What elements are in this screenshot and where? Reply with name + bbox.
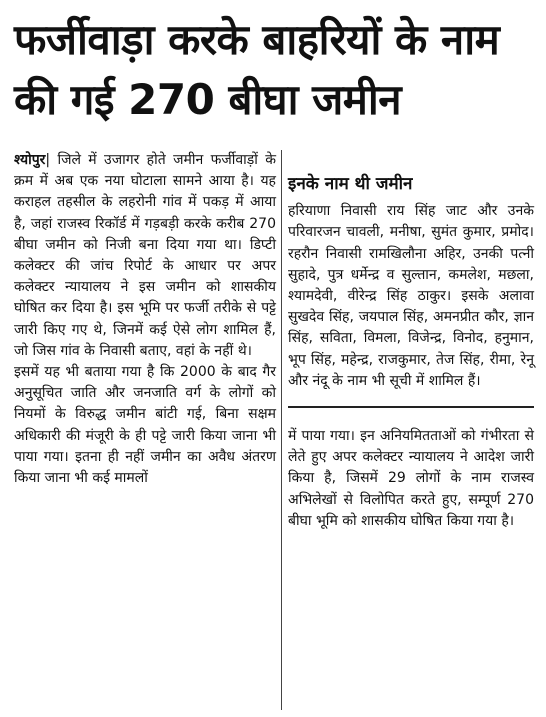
sidebar-title: इनके नाम थी जमीन: [288, 174, 413, 194]
sidebar-rule: [288, 406, 534, 408]
sidebar-body: हरियाणा निवासी राय सिंह जाट और उनके परिवारजन चावली, मनीषा, सुमंत कुमार, प्रमोद। रहरौन निवासी रामखिलौना अहिर, उनकी पत्नी सुहादे, पुत्र धर्मेन्द्र व सुल्तान, कमलेश, मछला, श्यामदेवी, वीरेन्द्र सिंह ठाकुर। इसके अलावा सुखदेव सिंह, जयपाल सिंह, अमनप्रीत कौर, ज्ञान सिंह, सविता, विमला, विजेन्द्र, विनोद, हनुमान, भूप सिंह, महेन्द्र, राजकुमार, तेज सिंह, रीमा, रेनू और नंदू के नाम भी सूची में शामिल हैं।: [288, 203, 534, 389]
dateline: श्योपुर: [14, 152, 46, 168]
headline: फर्जीवाड़ा करके बाहरियों के नाम की गई 270 बीघा जमीन: [14, 15, 500, 124]
article-paragraph-1: श्योपुर| जिले में उजागर होते जमीन फर्जीवाड़ों के क्रम में अब एक नया घोटाला सामने आया है। यह कराहल तहसील के लहरोनी गांव में पकड़ में आया है, जहां राजस्व रिकॉर्ड में गड़बड़ी करके करीब 270 बीघा जमीन को निजी बना दिया गया था। डिप्टी कलेक्टर की जांच रिपोर्ट के आधार पर अपर कलेक्टर न्यायालय ने इस जमीन को शासकीय घोषित कर दिया है। इस भूमि पर फर्जी तरीके से पट्टे जारी किए गए थे, जिनमें कई ऐसे लोग शामिल हैं, जो जिस गांव के निवासी बताए, वहां के नहीं थे।: [14, 152, 277, 359]
article-continuation: में पाया गया। इन अनियमितताओं को गंभीरता से लेते हुए अपर कलेक्टर न्यायालय ने आदेश जारी किया है, जिसमें 29 लोगों के नाम राजस्व अभिलेखों से विलोपित करते हुए, सम्पूर्ण 270 बीघा भूमि को शासकीय घोषित किया गया है।: [288, 428, 534, 529]
column-divider: [281, 150, 282, 710]
article-paragraph-2: इसमें यह भी बताया गया है कि 2000 के बाद गैर अनुसूचित जाति और जनजाति वर्ग के लोगों को नियमों के विरुद्ध जमीन बांटी गई, बिना सक्षम अधिकारी की मंजूरी के ही पट्टे जारी किया जाना भी पाया गया। इतना ही नहीं जमीन का अवैध अंतरण किया जाना भी कई मामलों: [14, 364, 276, 487]
article-left-column: [14, 150, 276, 489]
article-right-column: [288, 150, 534, 532]
paragraph-1-text: जिले में उजागर होते जमीन फर्जीवाड़ों के क्रम में अब एक नया घोटाला सामने आया है। यह कराहल तहसील के लहरोनी गांव में पकड़ में आया है, जहां राजस्व रिकॉर्ड में गड़बड़ी करके करीब 270 बीघा जमीन को निजी बना दिया गया था। डिप्टी कलेक्टर की जांच रिपोर्ट के आधार पर अपर कलेक्टर न्यायालय ने इस जमीन को शासकीय घोषित कर दिया है। इस भूमि पर फर्जी तरीके से पट्टे जारी किए गए थे, जिनमें कई ऐसे लोग शामिल हैं, जो जिस गांव के निवासी बताए, वहां के नहीं थे।: [14, 152, 277, 359]
